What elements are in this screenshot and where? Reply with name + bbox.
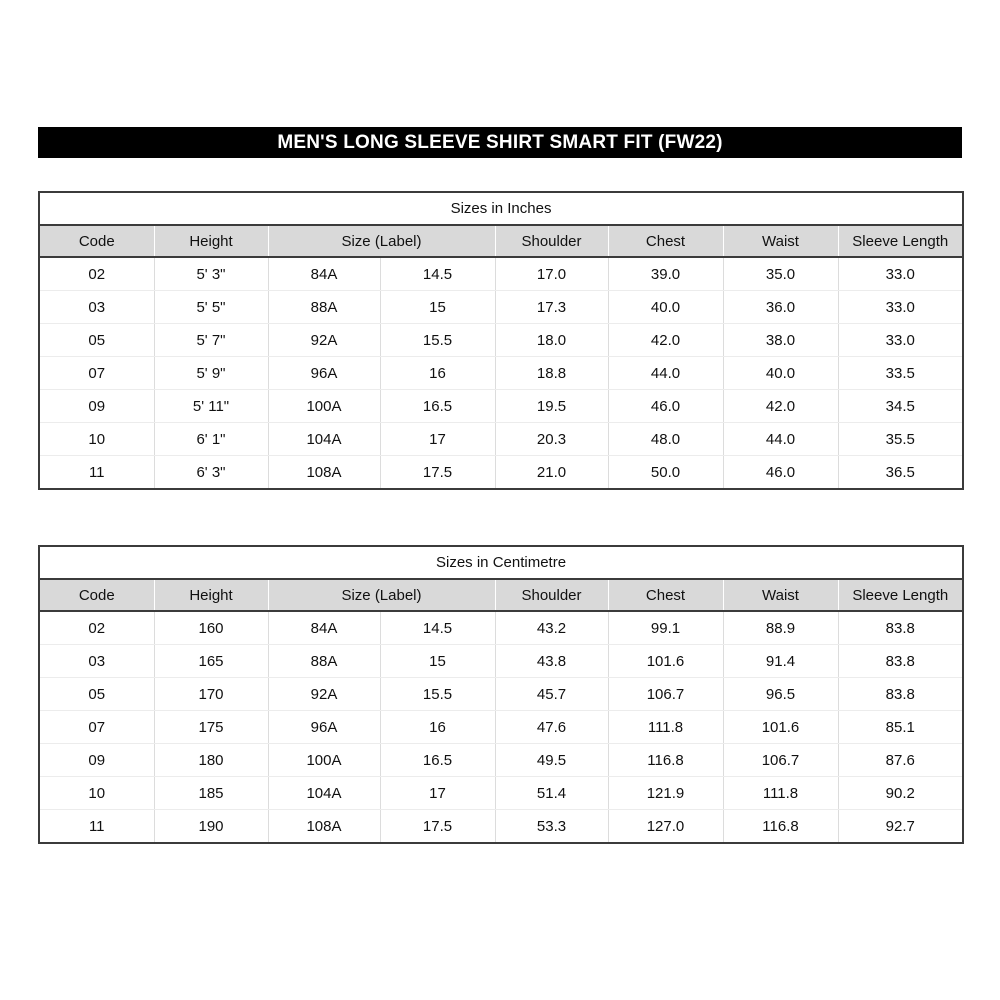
table-cell: 88A (268, 645, 380, 678)
table-cell: 5' 3" (154, 257, 268, 291)
table-cell: 17.5 (380, 810, 495, 844)
table-cell: 5' 7" (154, 324, 268, 357)
table-cell: 160 (154, 611, 268, 645)
table-cell: 05 (39, 324, 154, 357)
table-cell: 17.0 (495, 257, 608, 291)
table-header-row (39, 225, 963, 257)
column-header-shoulder: Shoulder (495, 225, 608, 257)
table-cell: 43.2 (495, 611, 608, 645)
table-cell: 101.6 (723, 711, 838, 744)
table-cell: 16.5 (380, 390, 495, 423)
table-cell: 35.5 (838, 423, 963, 456)
table-cell: 47.6 (495, 711, 608, 744)
table-cell: 34.5 (838, 390, 963, 423)
table-cell: 42.0 (723, 390, 838, 423)
table-cell: 92A (268, 324, 380, 357)
table-cell: 116.8 (723, 810, 838, 844)
table-cell: 16 (380, 711, 495, 744)
table-cell: 83.8 (838, 611, 963, 645)
table-cell: 165 (154, 645, 268, 678)
table-header-row (39, 579, 963, 611)
column-header-waist: Waist (723, 225, 838, 257)
table-cell: 05 (39, 678, 154, 711)
table-cell: 18.8 (495, 357, 608, 390)
table-cell: 18.0 (495, 324, 608, 357)
table-cell: 106.7 (608, 678, 723, 711)
table-cell: 16.5 (380, 744, 495, 777)
column-header-waist: Waist (723, 579, 838, 611)
table-cell: 15.5 (380, 324, 495, 357)
table-cell: 180 (154, 744, 268, 777)
table-row (39, 678, 963, 711)
table-row (39, 357, 963, 390)
table-cell: 35.0 (723, 257, 838, 291)
table-cell: 40.0 (723, 357, 838, 390)
sizes-in-centimetre-table (38, 545, 964, 844)
table-cell: 6' 1" (154, 423, 268, 456)
table-cell: 03 (39, 291, 154, 324)
table-cell: 5' 11" (154, 390, 268, 423)
table-row (39, 456, 963, 490)
table-cell: 111.8 (608, 711, 723, 744)
table-cell: 02 (39, 257, 154, 291)
table-cell: 19.5 (495, 390, 608, 423)
column-header-code: Code (39, 225, 154, 257)
table-caption-row (39, 192, 963, 225)
table-cell: 50.0 (608, 456, 723, 490)
table-cell: 88A (268, 291, 380, 324)
table-cell: 09 (39, 390, 154, 423)
table-cell: 40.0 (608, 291, 723, 324)
table-cell: 07 (39, 711, 154, 744)
product-title: MEN'S LONG SLEEVE SHIRT SMART FIT (FW22) (277, 131, 723, 153)
table-cell: 43.8 (495, 645, 608, 678)
table-cell: 5' 5" (154, 291, 268, 324)
column-header-height: Height (154, 579, 268, 611)
table-cell: 45.7 (495, 678, 608, 711)
table-cell: 10 (39, 423, 154, 456)
table-cell: 33.0 (838, 257, 963, 291)
sizes-in-inches-table (38, 191, 964, 490)
table-cell: 33.0 (838, 291, 963, 324)
table-cell: 11 (39, 810, 154, 844)
table-cell: 83.8 (838, 645, 963, 678)
table-cell: 96A (268, 357, 380, 390)
table-cell: 111.8 (723, 777, 838, 810)
table-cell: 21.0 (495, 456, 608, 490)
column-header-sleeve-length: Sleeve Length (838, 579, 963, 611)
product-title-bar (38, 127, 962, 158)
table-cell: 09 (39, 744, 154, 777)
table-cell: 17.3 (495, 291, 608, 324)
table-row (39, 645, 963, 678)
table-cell: 17.5 (380, 456, 495, 490)
table-cell: 33.0 (838, 324, 963, 357)
table-row (39, 810, 963, 844)
column-header-sleeve-length: Sleeve Length (838, 225, 963, 257)
table-cell: 6' 3" (154, 456, 268, 490)
table-cell: 185 (154, 777, 268, 810)
table-cell: 99.1 (608, 611, 723, 645)
table-cell: 121.9 (608, 777, 723, 810)
table-row (39, 423, 963, 456)
table-cell: 84A (268, 611, 380, 645)
table-cell: 36.5 (885, 463, 915, 481)
table-cell: 104A (268, 777, 380, 810)
table-row (39, 611, 963, 645)
table-cell: 14.5 (380, 257, 495, 291)
table-cell: 11 (39, 456, 154, 490)
table-cell: 17 (380, 777, 495, 810)
table-cell: 03 (39, 645, 154, 678)
table-cell: 48.0 (608, 423, 723, 456)
table-row (39, 390, 963, 423)
table-cell: 36.0 (723, 291, 838, 324)
table-row (39, 324, 963, 357)
table-cell: 101.6 (608, 645, 723, 678)
table-cell: 44.0 (608, 357, 723, 390)
column-header-chest: Chest (608, 579, 723, 611)
table-cell: 96.5 (723, 678, 838, 711)
table-cell: 46.0 (608, 390, 723, 423)
table-cell: 07 (39, 357, 154, 390)
table-cell: 20.3 (495, 423, 608, 456)
table-caption: Sizes in Centimetre (39, 546, 963, 579)
table-row (39, 711, 963, 744)
column-header-height: Height (154, 225, 268, 257)
table-cell: 100A (268, 744, 380, 777)
table-cell: 53.3 (495, 810, 608, 844)
table-cell: 84A (268, 257, 380, 291)
column-header-chest: Chest (608, 225, 723, 257)
table-cell: 127.0 (608, 810, 723, 844)
table-cell: 42.0 (608, 324, 723, 357)
column-header-shoulder: Shoulder (495, 579, 608, 611)
table-cell: 46.0 (723, 456, 838, 490)
table-cell: 116.8 (608, 744, 723, 777)
table-cell: 106.7 (723, 744, 838, 777)
column-header-code: Code (39, 579, 154, 611)
table-cell: 100A (268, 390, 380, 423)
table-row (39, 291, 963, 324)
table-cell: 190 (154, 810, 268, 844)
table-cell: 44.0 (723, 423, 838, 456)
table-cell: 104A (268, 423, 380, 456)
table-cell: 39.0 (608, 257, 723, 291)
table-cell: 92.7 (885, 817, 915, 835)
table-cell: 170 (154, 678, 268, 711)
table-cell: 88.9 (723, 611, 838, 645)
table-cell: 91.4 (723, 645, 838, 678)
table-cell: 10 (39, 777, 154, 810)
table-cell: 108A (268, 810, 380, 844)
column-header-size-label: Size (Label) (268, 225, 495, 257)
table-cell: 15 (380, 645, 495, 678)
table-cell: 5' 9" (154, 357, 268, 390)
table-cell: 14.5 (380, 611, 495, 645)
table-cell: 92A (268, 678, 380, 711)
table-cell: 33.5 (838, 357, 963, 390)
table-cell: 49.5 (495, 744, 608, 777)
table-cell: 83.8 (838, 678, 963, 711)
column-header-size-label: Size (Label) (268, 579, 495, 611)
table-cell: 16 (380, 357, 495, 390)
table-cell: 175 (154, 711, 268, 744)
table-cell: 108A (268, 456, 380, 490)
table-cell: 15.5 (380, 678, 495, 711)
table-cell: 96A (268, 711, 380, 744)
table-cell: 51.4 (495, 777, 608, 810)
table-row (39, 744, 963, 777)
table-row (39, 257, 963, 291)
table-row (39, 777, 963, 810)
table-cell: 02 (39, 611, 154, 645)
table-cell: 15 (380, 291, 495, 324)
table-caption: Sizes in Inches (39, 192, 963, 225)
table-cell: 17 (380, 423, 495, 456)
table-cell: 90.2 (838, 777, 963, 810)
table-cell: 87.6 (838, 744, 963, 777)
table-cell: 38.0 (723, 324, 838, 357)
table-cell: 85.1 (838, 711, 963, 744)
table-caption-row (39, 546, 963, 579)
